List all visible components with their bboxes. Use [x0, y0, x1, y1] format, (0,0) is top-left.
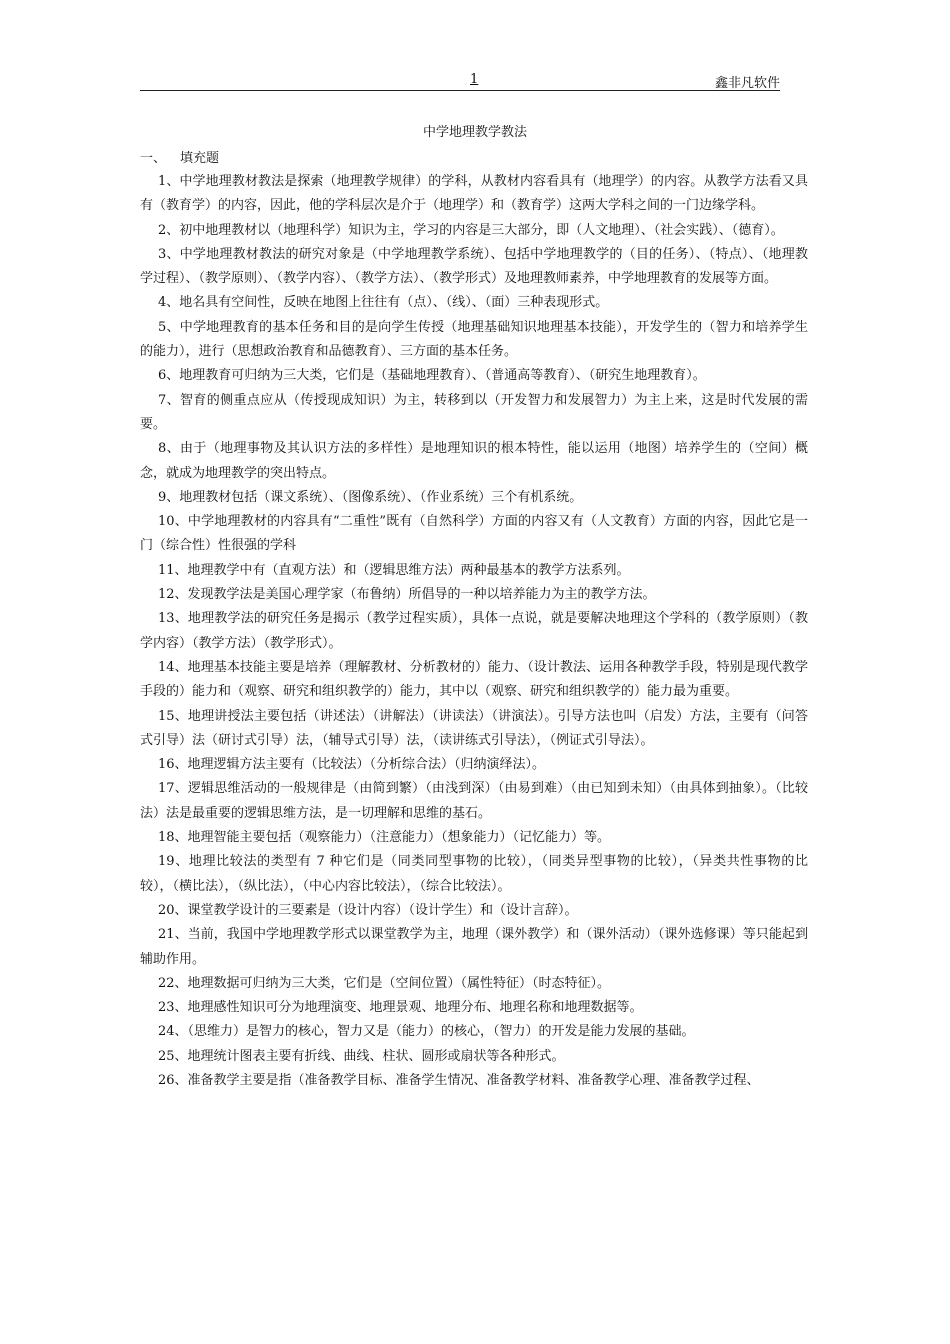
document-title: 中学地理教学教法	[422, 125, 527, 140]
question-item: 6、地理教育可归纳为三大类，它们是（基础地理教育）、（普通高等教育）、（研究生地理教育）。	[158, 368, 706, 384]
question-item: 23、地理感性知识可分为地理演变、地理景观、地理分布、地理名称和地理数据等。	[158, 1000, 643, 1016]
question-item: 4、地名具有空间性，反映在地图上往往有（点）、（线）、（面）三种表现形式。	[158, 295, 609, 311]
question-item: 17、逻辑思维活动的一般规律是（由简到繁）（由浅到深）（由易到难）（由已知到未知）（由具体到抽象）。（比较法）法是最重要的逻辑思维方法，是一切理解和思维的基石。	[140, 781, 808, 821]
section-number: 一、	[140, 151, 167, 166]
question-item: 20、课堂教学设计的三要素是（设计内容）（设计学生）和（设计言辞）。	[158, 902, 578, 918]
question-item: 3、中学地理教材教法的研究对象是（中学地理教学系统）、包括中学地理教学的（目的任务）、（特点）、（地理教学过程）、（教学原则）、（教学内容）、（教学方法）、（教学形式）及地理教师素养，中学地理教育的发展等方面。	[140, 246, 808, 287]
question-item: 9、地理教材包括（课文系统）、（图像系统）、（作业系统）三个有机系统。	[158, 489, 583, 505]
section-label: 填充题	[180, 151, 220, 166]
page-number: 1	[470, 72, 479, 87]
page-header	[140, 72, 780, 91]
question-item: 16、地理逻辑方法主要有（比较法）（分析综合法）（归纳演绎法）。	[158, 757, 546, 773]
question-item: 26、准备教学主要是指（准备教学目标、准备学生情况、准备教学材料、准备教学心理、准备教学过程、	[158, 1072, 760, 1088]
question-item: 14、地理基本技能主要是培养（理解教材、分析教材的）能力、（设计教法、运用各种教学手段，特别是现代教学手段的）能力和（观察、研究和组织教学的）能力，其中以（观察、研究和组织教学的）能力最为重要。	[140, 659, 808, 700]
question-item: 22、地理数据可归纳为三大类，它们是（空间位置）（属性特征）（时态特征）。	[158, 975, 611, 991]
question-list	[140, 170, 808, 1093]
question-item: 13、地理教学法的研究任务是揭示（教学过程实质），具体一点说，就是要解决地理这个学科的（教学原则）（教学内容）（教学方法）（教学形式）。	[140, 611, 808, 651]
question-item: 24、（思维力）是智力的核心，智力又是（能力）的核心，（智力）的开发是能力发展的基础。	[158, 1024, 695, 1040]
question-item: 11、地理教学中有（直观方法）和（逻辑思维方法）两种最基本的教学方法系列。	[158, 562, 630, 578]
question-item: 25、地理统计图表主要有折线、曲线、柱状、圆形或扇状等各种形式。	[158, 1048, 565, 1064]
question-item: 2、初中地理教材以（地理科学）知识为主，学习的内容是三大部分，即（人文地理）、（社会实践）、（德育）。	[158, 222, 784, 238]
question-item: 5、中学地理教育的基本任务和目的是向学生传授（地理基础知识地理基本技能），开发学生的（智力和培养学生的能力），进行（思想政治教育和品德教育）、三方面的基本任务。	[140, 319, 808, 360]
question-item: 1、中学地理教材教法是探索（地理教学规律）的学科，从教材内容看具有（地理学）的内容。从教学方法看又具有（教育学）的内容，因此，他的学科层次是介于（地理学）和（教育学）这两大学科之间的一门边缘学科。	[140, 174, 808, 214]
brand-name: 鑫非凡软件	[714, 76, 780, 91]
question-item: 8、由于（地理事物及其认识方法的多样性）是地理知识的根本特性，能以运用（地图）培养学生的（空间）概念，就成为地理教学的突出特点。	[140, 441, 808, 481]
question-item: 7、智育的侧重点应从（传授现成知识）为主，转移到以（开发智力和发展智力）为主上来，这是时代发展的需要。	[140, 392, 808, 432]
question-item: 18、地理智能主要包括（观察能力）（注意能力）（想象能力）（记忆能力）等。	[158, 830, 611, 846]
question-item: 12、发现教学法是美国心理学家（布鲁纳）所倡导的一种以培养能力为主的教学方法。	[158, 587, 656, 603]
question-item: 10、中学地理教材的内容具有“二重性”既有（自然科学）方面的内容又有（人文教育）方面的内容，因此它是一门（综合性）性很强的学科	[140, 514, 808, 554]
question-item: 15、地理讲授法主要包括（讲述法）（讲解法）（讲读法）（讲演法）。引导方法也叫（启发）方法，主要有（问答式引导）法（研讨式引导）法，（辅导式引导）法，（读讲练式引导法），（例证式引导法）。	[140, 708, 808, 748]
section-heading	[140, 147, 219, 166]
question-item: 21、当前，我国中学地理教学形式以课堂教学为主，地理（课外教学）和（课外活动）（课外选修课）等只能起到辅助作用。	[140, 927, 808, 967]
question-item: 19、地理比较法的类型有 7 种它们是（同类同型事物的比较），（同类异型事物的比较），（异类共性事物的比较），（横比法），（纵比法），（中心内容比较法），（综合比较法）。	[140, 854, 808, 894]
